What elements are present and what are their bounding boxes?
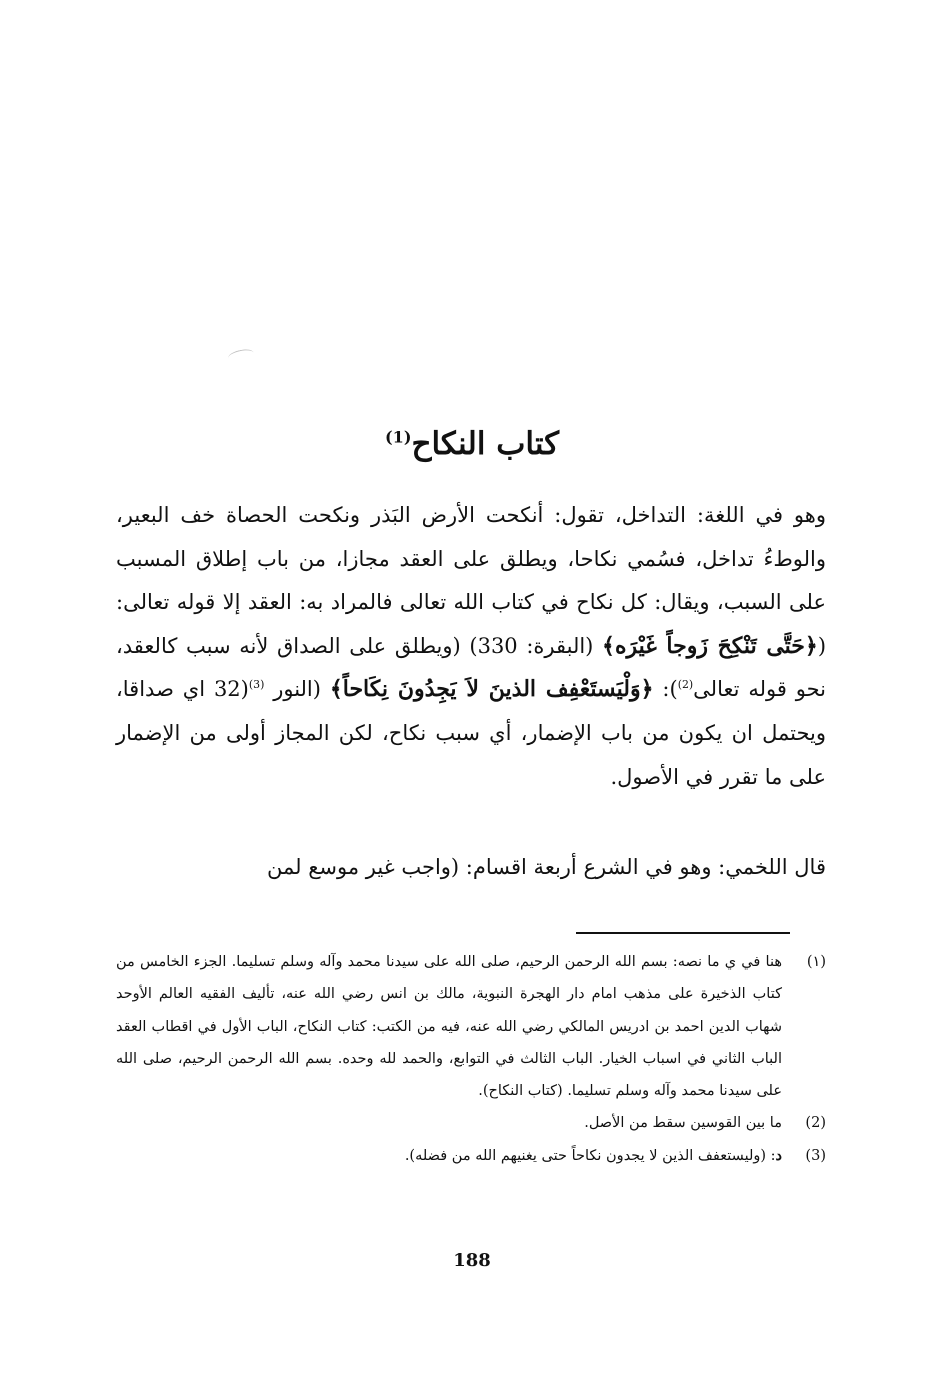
quran-verse-2: ﴿وَلْيَستَعْفِف الذينَ لاَ يَجِدُونَ نِكَاحاً﴾ xyxy=(329,676,654,703)
footnote-text: ما بين القوسين سقط من الأصل. xyxy=(584,1115,782,1132)
para1-text-a: وهو في اللغة: التداخل، تقول: أنكحت الأرض البَذر ونكحت الحصاة خف البعير، والوطءُ تداخل، فسُمي نكاحا، ويطلق على العقد مجازا، من باب إطلاق المسبب على السبب، ويقال: كل نكاح في كتاب الله تعالى فالمراد به: العقد إلا قوله تعالى: ( xyxy=(116,503,827,658)
footnote-1 xyxy=(116,946,826,1107)
title-footnote-ref: (1) xyxy=(385,427,412,447)
footnote-text-wrap xyxy=(116,1140,782,1172)
footnote-text: : (وليستعفف الذين لا يجدون نكاحاً حتى يغنيهم الله من فضله). xyxy=(404,1147,776,1164)
para1-text-h: اي صداقا، ويحتمل ان يكون من باب الإضمار، أي سبب نكاح، لكن المجاز أولى من الإضمار على ما تقرر في الأصول. xyxy=(116,677,826,789)
para1-text-f: (النور xyxy=(264,677,330,702)
footnote-ref-2: (2) xyxy=(677,678,694,692)
footnote-source-label: د xyxy=(775,1146,782,1164)
quran-verse-1: ﴿حَتَّى تَنْكِحَ زَوجاً غَيْرَه﴾ xyxy=(602,632,818,659)
para1-text-g: ) xyxy=(240,677,249,702)
para1-text-b: (البقرة: xyxy=(517,633,603,658)
footnote-ref-3: (3) xyxy=(248,678,265,692)
footnote-number: (3) xyxy=(805,1147,826,1164)
verse-ref-1: 330 xyxy=(477,633,518,658)
chapter-title-text: كتاب النكاح xyxy=(411,426,559,462)
footnote-separator xyxy=(576,932,790,934)
page-number: 188 xyxy=(453,1250,491,1271)
para2-text: قال اللخمي: وهو في الشرع أربعة اقسام: (واجب غير موسع لمن xyxy=(267,855,826,879)
footnotes xyxy=(116,946,826,1172)
footnote-number: (2) xyxy=(805,1115,826,1132)
verse-ref-2: 32 xyxy=(213,677,241,702)
body-paragraph-2 xyxy=(116,846,826,890)
footnote-2 xyxy=(116,1107,826,1139)
para1-text-c: ) (ويطلق على الصداق لأنه سبب كالعقد، نحو قوله تعالى xyxy=(116,633,826,702)
para1-text-e: : xyxy=(653,677,670,702)
footnote-3 xyxy=(116,1140,826,1172)
footnote-number: (١) xyxy=(806,954,826,970)
chapter-title xyxy=(200,416,744,472)
para1-text-d: ) xyxy=(669,677,678,702)
body-paragraph-1 xyxy=(116,494,826,799)
footnote-text: هنا في ي ما نصه: بسم الله الرحمن الرحيم، صلى الله على سيدنا محمد وآله وسلم تسليما. الجزء الخامس من كتاب الذخيرة على مذهب امام دار الهجرة النبوية، مالك بن انس رضي الله عنه، تأليف الفقيه العالم الأوحد شهاب الدين احمد بن ادريس المالكي رضي الله عنه، فيه من الكتب: كتاب النكاح، الباب الأول في اقطاب العقد الباب الثاني في اسباب الخيار. الباب الثالث في التوابع، والحمد لله وحده. بسم الله الرحمن الرحيم، صلى الله على سيدنا محمد وآله وسلم تسليما. (كتاب النكاح). xyxy=(116,954,782,1100)
stray-pen-mark xyxy=(227,347,255,363)
